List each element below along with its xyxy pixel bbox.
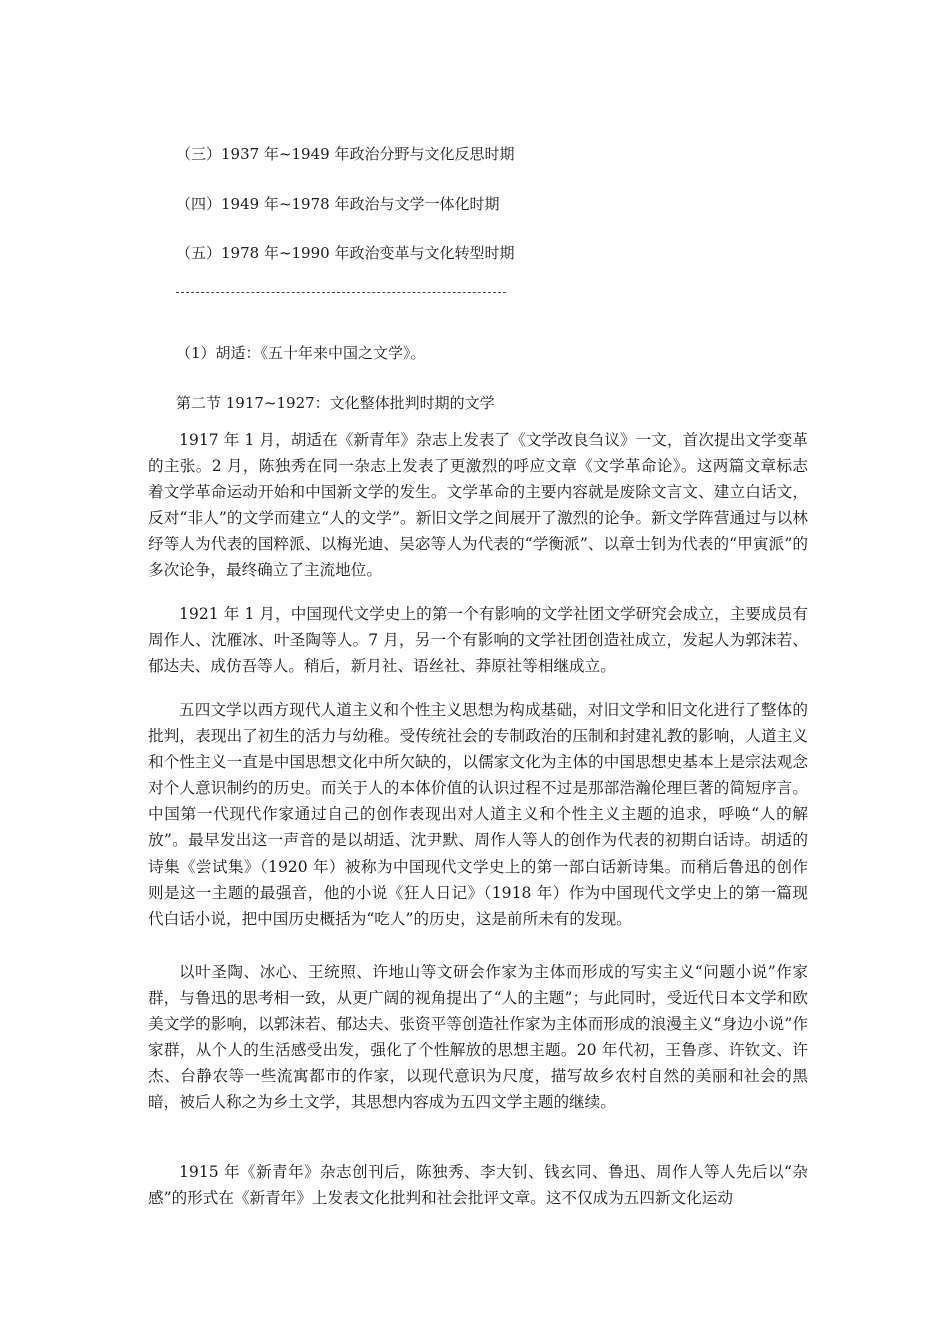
- heading-period-5: （五）1978 年~1990 年政治变革与文化转型时期: [176, 244, 515, 262]
- paragraph-5: 1915 年《新青年》杂志创刊后，陈独秀、李大钊、钱玄同、鲁迅、周作人等人先后以“杂感”的形式在《新青年》上发表文化批判和社会批评文章。这不仅成为五四新文化运动: [148, 1163, 808, 1208]
- footnote-text: （1）胡适：《五十年来中国之文学》。: [176, 344, 426, 362]
- paragraph-2: 1921 年 1 月，中国现代文学史上的第一个有影响的文学社团文学研究会成立，主要成员有周作人、沈雁冰、叶圣陶等人。7 月，另一个有影响的文学社团创造社成立，发起人为郭沫若、郁达夫、成仿吾等人。稍后，新月社、语丝社、莽原社等相继成立。: [148, 605, 808, 676]
- heading-period-3: （三）1937 年~1949 年政治分野与文化反思时期: [176, 145, 515, 163]
- section-title: 第二节 1917~1927：文化整体批判时期的文学: [176, 394, 495, 412]
- footnote-divider: [176, 292, 506, 293]
- paragraph-3: 五四文学以西方现代人道主义和个性主义思想为构成基础，对旧文学和旧文化进行了整体的批判，表现出了初生的活力与幼稚。受传统社会的专制政治的压制和封建礼教的影响，人道主义和个性主义一直是中国思想文化中所欠缺的，以儒家文化为主体的中国思想史基本上是宗法观念对个人意识制约的历史。而关于人的本体价值的认识过程不过是那部浩瀚伦理巨著的简短序言。中国第一代现代作家通过自己的创作表现出对人道主义和个性主义主题的追求，呼唤“人的解放”。最早发出这一声音的是以胡适、沈尹默、周作人等人的创作为代表的初期白话诗。胡适的诗集《尝试集》（1920 年）被称为中国现代文学史上的第一部白话新诗集。而稍后鲁迅的创作则是这一主题的最强音，他的小说《狂人日记》（1918 年）作为中国现代文学史上的第一篇现代白话小说，把中国历史概括为“吃人”的历史，这是前所未有的发现。: [148, 701, 808, 928]
- heading-period-4: （四）1949 年~1978 年政治与文学一体化时期: [176, 195, 500, 213]
- paragraph-4: 以叶圣陶、冰心、王统照、许地山等文研会作家为主体而形成的写实主义“问题小说”作家群，与鲁迅的思考相一致，从更广阔的视角提出了“人的主题”；与此同时，受近代日本文学和欧美文学的影响，以郭沫若、郁达夫、张资平等创造社作家为主体而形成的浪漫主义“身边小说”作家群，从个人的生活感受出发，强化了个性解放的思想主题。20 年代初，王鲁彦、许钦文、许杰、台静农等一些流寓都市的作家，以现代意识为尺度，描写故乡农村自然的美丽和社会的黑暗，被后人称之为乡土文学，其思想内容成为五四文学主题的继续。: [148, 963, 808, 1112]
- paragraph-1: 1917 年 1 月，胡适在《新青年》杂志上发表了《文学改良刍议》一文，首次提出文学变革的主张。2 月，陈独秀在同一杂志上发表了更激烈的呼应文章《文学革命论》。这两篇文章标志着文学革命运动开始和中国新文学的发生。文学革命的主要内容就是废除文言文、建立白话文，反对“非人”的文学而建立“人的文学”。新旧文学之间展开了激烈的论争。新文学阵营通过与以林纾等人为代表的国粹派、以梅光迪、吴宓等人为代表的“学衡派”、以章士钊为代表的“甲寅派”的多次论争，最终确立了主流地位。: [148, 431, 808, 580]
